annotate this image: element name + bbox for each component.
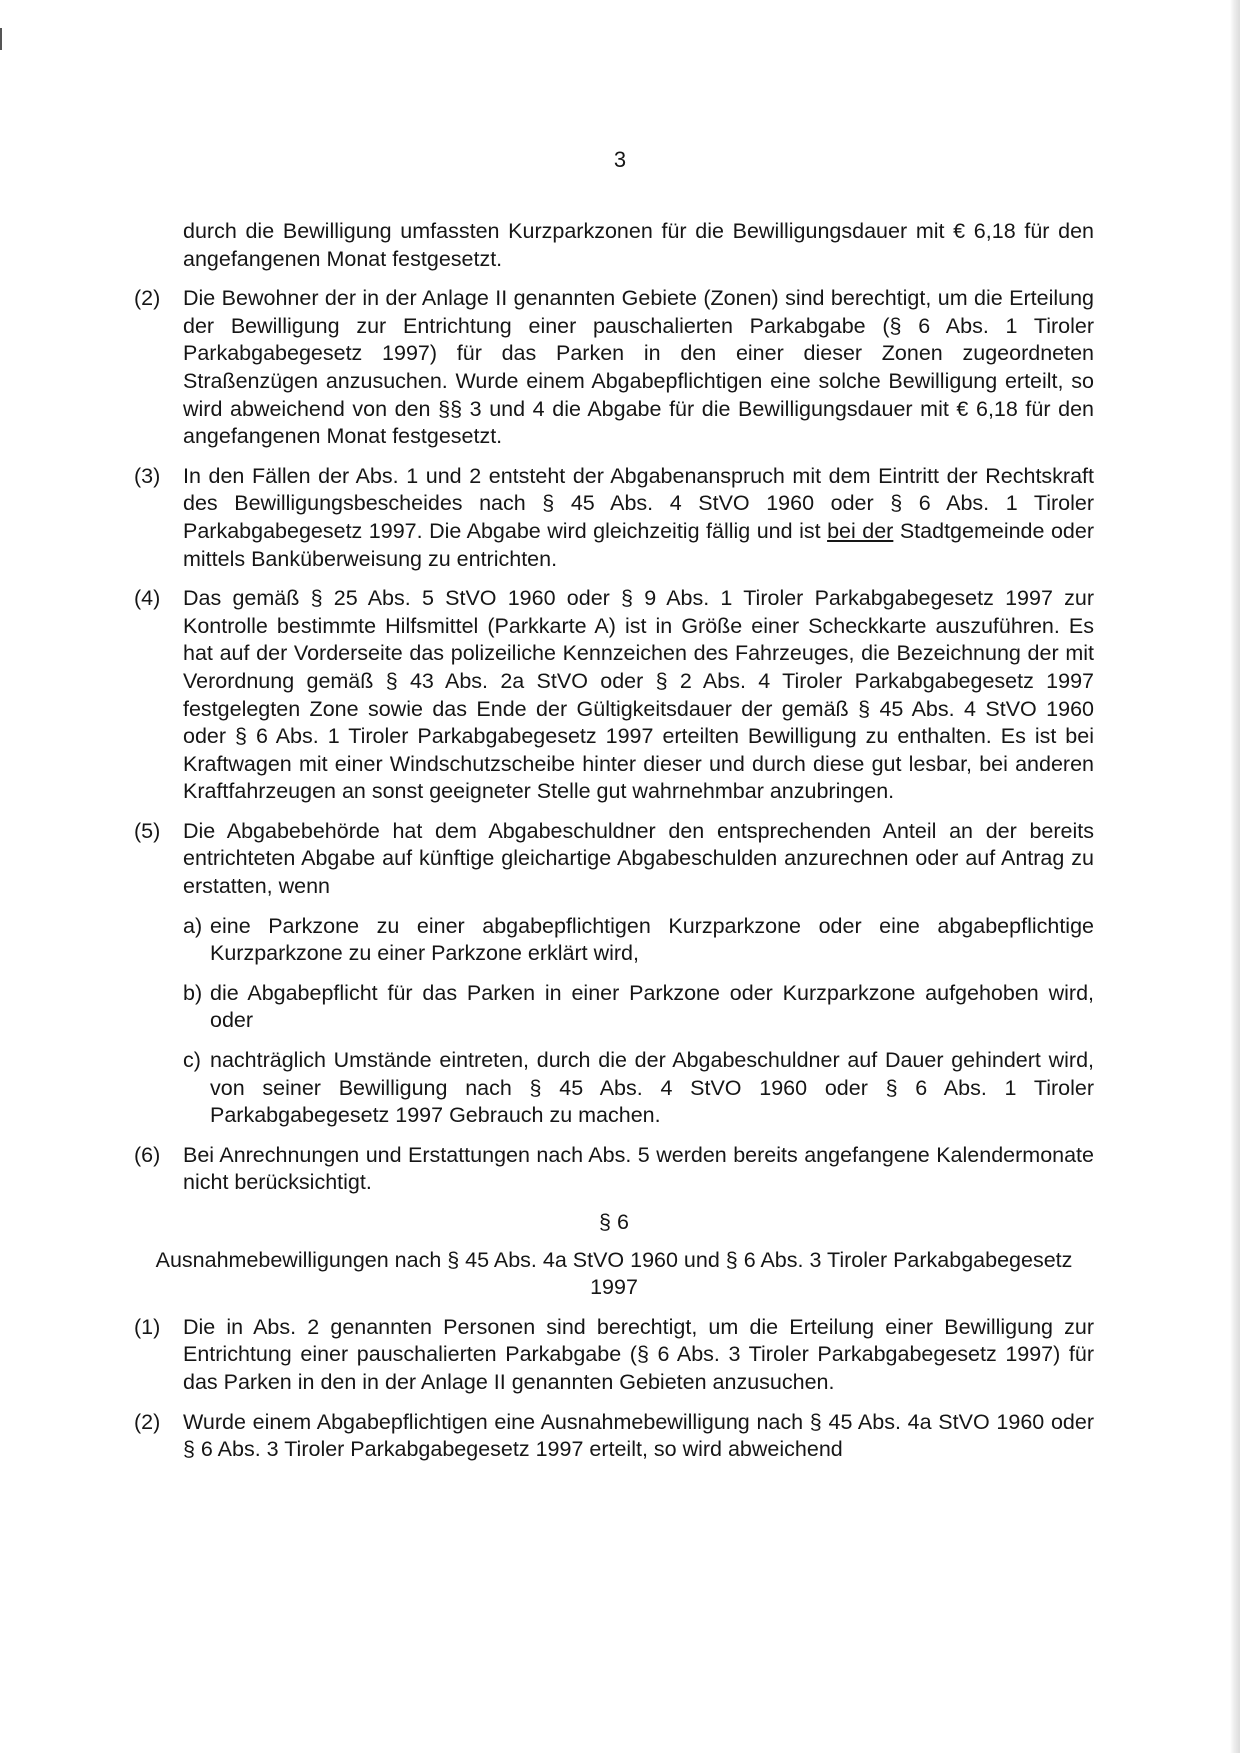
paragraph-number: (1) [134,1314,161,1339]
list-item-b [183,980,1094,1035]
paragraph-text: Die in Abs. 2 genannten Personen sind berechtigt, um die Erteilung einer Bewilligung zur Entrichtung einer pauschalierten Parkabgabe (§ 6 Abs. 3 Tiroler Parkabgabegesetz 1997) für das Parken in den in der Anlage II genannten Gebieten anzusuchen. [183,1314,1094,1394]
section6-paragraph-1 [134,1314,1094,1397]
continuation-text: durch die Bewilligung umfassten Kurzparkzonen für die Bewilligungsdauer mit € 6,18 für den angefangenen Monat festgesetzt. [183,219,1094,271]
section-title: Ausnahmebewilligungen nach § 45 Abs. 4a StVO 1960 und § 6 Abs. 3 Tiroler Parkabgabegesetz 1997 [155,1247,1073,1300]
paragraph-text: Die Abgabebehörde hat dem Abgabeschuldner den entsprechenden Anteil an der bereits entrichteten Abgabe auf künftige gleichartige Abgabeschulden anzurechnen oder auf Antrag zu erstatten, wenn [183,818,1094,899]
section6-paragraph-2 [134,1409,1094,1464]
paragraph-text: Wurde einem Abgabepflichtigen eine Ausnahmebewilligung nach § 45 Abs. 4a StVO 1960 oder § 6 Abs. 3 Tiroler Parkabgabegesetz 1997 erteilt, so wird abweichend [183,1409,1094,1462]
paragraph-text: Bei Anrechnungen und Erstattungen nach Abs. 5 werden bereits angefangene Kalendermonate nicht berücksichtigt. [183,1142,1094,1195]
paragraph-text-part: In den Fällen der Abs. 1 und 2 entsteht der Abgabenanspruch mit dem Eintritt der Rechtskraft des Bewilligungsbescheides nach § 45 Abs. 4 StVO 1960 oder § 6 Abs. 1 Tiroler Parkabgabegesetz 1997. Die Abgabe wird gleichzeitig fällig und ist [183,463,1094,543]
scan-shadow-edge [1230,0,1240,1753]
paragraph-2 [134,285,1094,451]
paragraph-text: Die Bewohner der in der Anlage II genannten Gebiete (Zonen) sind berechtigt, um die Erteilung der Bewilligung zur Entrichtung einer pauschalierten Parkabgabe (§ 6 Abs. 1 Tiroler Parkabgabegesetz 1997) für das Parken in den einer dieser Zonen zugeordneten Straßenzügen anzusuchen. Wurde einem Abgabepflichtigen eine solche Bewilligung erteilt, so wird abweichend von den §§ 3 und 4 die Abgabe für die Bewilligungsdauer mit € 6,18 für den angefangenen Monat festgesetzt. [183,286,1094,449]
paragraph-number: (5) [134,818,161,843]
list-item-text: nachträglich Umstände eintreten, durch die der Abgabeschuldner auf Dauer gehindert wird, von seiner Bewilligung nach § 45 Abs. 4 StVO 1960 oder § 6 Abs. 1 Tiroler Parkabgabegesetz 1997 Gebrauch zu machen. [210,1048,1094,1128]
list-letter: c) [183,1048,201,1073]
page-number: 3 [613,147,627,172]
list-item-text: eine Parkzone zu einer abgabepflichtigen Kurzparkzone oder eine abgabepflichtige Kurzparkzone zu einer Parkzone erklärt wird, [210,913,1094,966]
underlined-text: bei der [827,518,894,543]
paragraph-number: (6) [134,1142,161,1167]
list-letter: a) [183,913,203,938]
list-letter: b) [183,980,203,1005]
paragraph-text: Das gemäß § 25 Abs. 5 StVO 1960 oder § 9 Abs. 1 Tiroler Parkabgabegesetz 1997 zur Kontrolle bestimmte Hilfsmittel (Parkkarte A) ist in Größe einer Scheckkarte auszuführen. Es hat auf der Vorderseite das polizeiliche Kennzeichen des Fahrzeuges, die Bezeichnung der mit Verordnung gemäß § 43 Abs. 2a StVO oder § 2 Abs. 4 Tiroler Parkabgabegesetz 1997 festgelegten Zone sowie das Ende der Gültigkeitsdauer der gemäß § 45 Abs. 4 StVO 1960 oder § 6 Abs. 1 Tiroler Parkabgabegesetz 1997 erteilten Bewilligung zu enthalten. Es ist bei Kraftwagen mit einer Windschutzscheibe hinter dieser und durch diese gut lesbar, bei anderen Kraftfahrzeugen an sonst geeigneter Stelle gut wahrnehmbar anzubringen. [183,586,1094,804]
list-item-a [183,913,1094,968]
paragraph-number: (2) [134,1409,161,1434]
paragraph-3 [134,463,1094,573]
paragraph-number: (4) [134,586,161,611]
paragraph-text-part: Stadtgemeinde oder mittels Banküberweisung zu entrichten. [183,518,1094,571]
list-item-text: die Abgabepflicht für das Parken in einer Parkzone oder Kurzparkzone aufgehoben wird, oder [210,980,1094,1033]
paragraph-6 [134,1142,1094,1197]
paragraph-number: (2) [134,286,161,311]
paragraph-5 [134,818,1094,1130]
paragraph-4 [134,585,1094,806]
paragraph-text [183,463,1094,573]
scan-edge-mark [0,28,2,50]
paragraph-body [183,818,1094,1130]
section-heading: § 6 [599,1210,629,1234]
document-body [134,218,1094,1476]
list-item-c [183,1047,1094,1130]
paragraph-number: (3) [134,463,161,488]
